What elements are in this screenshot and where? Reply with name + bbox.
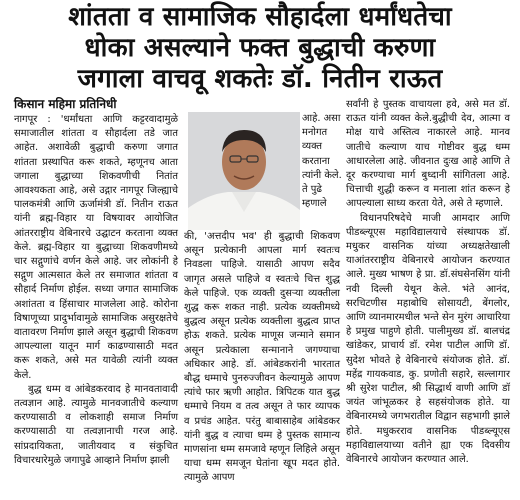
col3-paragraph-1: सर्वांनी हे पुस्तक वाचायला हवे, असे मत डॉ. राऊत यांनी व्यक्त केले.बुद्धीची देव, आत्मा व मोक्ष याचे अस्तित्व नाकारले आहे. मानव जातीचे कल्याण याच गोष्टीवर बुद्ध धम्म आधारलेला आहे. जीवनात दुःख आहे आणि ते दूर करण्याचा मार्ग बुध्दानी सांगितला आहे. चित्ताची शुद्धी करून व मनाला शांत करून हे आपल्याला साध्य करता येते, असे ते म्हणाले. (346, 99, 510, 210)
article-column-3 (346, 98, 510, 467)
portrait-photo (188, 112, 300, 230)
col1-paragraph-1: नागपूर : 'धर्मांधता आणि कट्टरवादामुळे समाजातील शांतता व सौहार्दला तडे जात आहेत. अशावेळी बुद्धाची करुणा जगात शांतता प्रस्थापित करू शकते, म्हणूनच आता जगाला बुद्धाच्या शिकवणीची नितांत आवश्यकता आहे, असे उद्गार नागपूर जिल्ह्याचे पालकमंत्री आणि ऊर्जामंत्री डॉ. नितीन राऊत यांनी ब्रह्म-विहार या विषयावर आयोजित आंतरराष्ट्रीय वेबिनारचे उद्घाटन करताना व्यक्त केले. ब्रह्म-विहार या बुद्धाच्या शिकवणीमध्ये चार सद्गुणांचे वर्णन केले आहे. जर लोकांनी हे सद्गुण आत्मसात केले तर समाजात शांतता व सौहार्द निर्माण होईल. सध्या जगात सामाजिक अशांतता व हिंसाचार माजलेला आहे. कोरोना विषाणूच्या प्रादुर्भावामुळे सामाजिक असुरक्षतेचे वातावरण निर्माण झाले असून बुद्धाची शिकवण आपल्याला यातून मार्ग काढण्यासाठी मदत करू शकते, असे मत यावेळी त्यांनी व्यक्त केले. (14, 114, 178, 381)
article-column-2 (184, 230, 340, 486)
col1-paragraph-2: बुद्ध धम्म व आंबेडकरवाद हे मानवतावादी तत्वज्ञान आहे. त्यामुळे मानवजातीचे कल्याण करण्यासाठी व लोकशाही समाज निर्माण करण्यासाठी या तत्वज्ञानाची गरज आहे. सांप्रदायिकता, जातीयवाद व संकुचित विचारधारेमुळे जगापुढे आव्हाने निर्माण झाली (14, 383, 178, 466)
headline (0, 2, 520, 95)
article-column-1 (14, 96, 178, 468)
wrap-text: आहे. असा मनोगत व्यक्त करताना त्यांनी केले. ते पुढे म्हणाले (302, 113, 342, 210)
headline-line-3: जगाला वाचवू शकतेः डॉ. नितीन राऊत (77, 64, 443, 94)
portrait-image (188, 112, 300, 230)
col2-paragraph-1: की, 'अत्तदीप भव' ही बुद्धाची शिकवण असून प्रत्येकानी आपला मार्ग स्वतःच निवडला पाहिजे. यासाठी आपण सदैव जागृत असले पाहिजे व स्वतःचे चित्त शुद्ध केले पाहिजे. एक व्यक्ती दुसऱ्या व्यक्तीला शुद्ध करू शकत नाही. प्रत्येक व्यक्तीमध्ये बुद्धत्व असून प्रत्येक व्यक्तीला बुद्धत्व प्राप्त होऊ शकते. प्रत्येक माणूस जन्माने समान असून प्रत्येकाला सन्मानाने जगण्याचा अधिकार आहे. डॉ. आंबेडकरांनी भारतात बौद्ध धम्माचे पुनरुज्जीवन केल्यामुळे आपण त्यांचे फार ऋणी आहोत. त्रिपिटक यात बुद्ध धम्माचे नियम व तत्व असून ते फार व्यापक व प्रचंड आहेत. परंतु बाबासाहेब आंबेडकर यांनी बुद्ध व त्याचा धम्म हे पुस्तक सामान्य माणसांना धम्म समजावे म्हणून लिहिले असून याचा धम्म समजून घेतांना खूप मदत होते. त्यामुळे आपण (184, 231, 340, 484)
headline-line-1: शांतता व सामाजिक सौहार्दला धर्मांधतेचा (68, 2, 452, 32)
col3-paragraph-2: विधानपरिषदेचे माजी आमदार आणि पीडब्ल्यूएस महाविद्यालयाचे संस्थापक डॉ. मधुकर वासनिक यांच्या अध्यक्षतेखाली याआंतरराष्ट्रीय वेबिनारचे आयोजन करण्यात आले. मुख्य भाषण हे प्रा. डॉ.संघसेनसिंग यांनी नवी दिल्ली येथून केले. भंते आनंद, सरचिटणीस महाबोधि सोसायटी, बेंगलोर, आणि व्यानमारमधील भन्ते सेन मुरंग आचारिया हे प्रमुख पाहुणे होती. पालीमुख्य डॉ. बालचंद्र खांडेकर, प्राचार्य डॉ. रमेश पाटील आणि डॉ. सुदेश भोवते हे वेबिनारचे संयोजक होते. डॉ. महेंद्र गायकवाड, कु. प्रणोती सहारे, सल्लागार श्री सुरेश पाटील, श्री सिद्धार्थ वाणी आणि डॉ जयंत जांभूळकर हे सहसंयोजक होते. या वेबिनारमध्ये जगभरातील विद्वान सहभागी झाले होते. मधुकरराव वासनिक पीडब्ल्यूएस महाविद्यालयाच्या वतीने ह्या एक दिवसीय वेबिनारचे आयोजन करण्यात आले. (346, 212, 510, 466)
byline: किसान महिमा प्रतिनिधी (14, 97, 117, 111)
headline-line-2: धोका असल्याने फक्त बुद्धाची करुणा (84, 33, 436, 63)
